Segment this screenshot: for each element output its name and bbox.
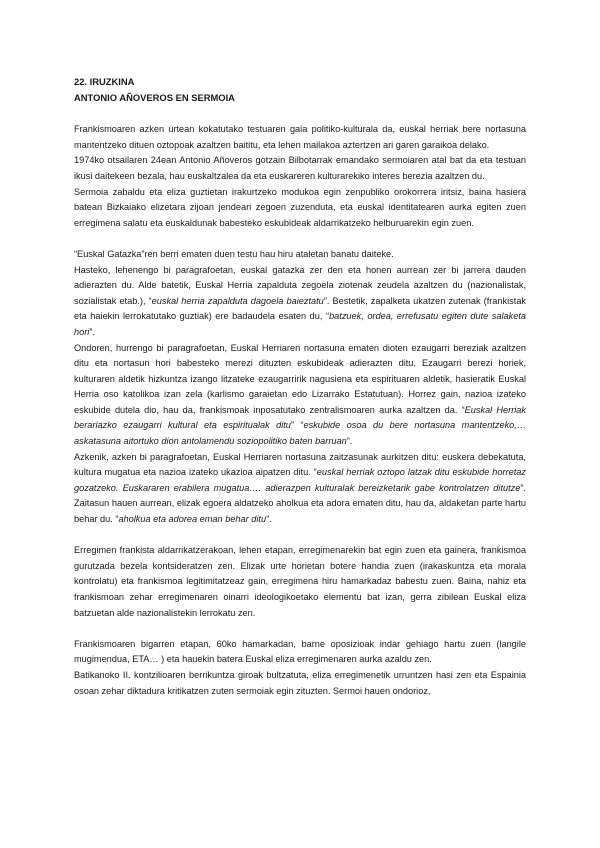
paragraph-text: “Euskal Gatazka”ren berri ematen duen testu hau hiru ataletan banatu daiteke. bbox=[74, 248, 394, 259]
document-body bbox=[74, 74, 526, 699]
quoted-text: euskal herriak oztopo latzak ditu eskubide horretaz gozatzeko. Euskararen erabilera mugatua…. adierazpen kulturalak bereizketarik gabe kontrolatzen ditutze bbox=[74, 467, 526, 493]
section-gap bbox=[74, 528, 526, 544]
quoted-text: eskubide osoa du bere nortasuna mantentzeko,… askatasuna aitortuko dion antolamendu soziopolitiko baten barruan bbox=[74, 420, 527, 447]
paragraph bbox=[74, 668, 526, 699]
paragraph-text: ”. bbox=[266, 514, 272, 525]
paragraph-text: ”. bbox=[346, 436, 353, 447]
paragraph bbox=[74, 543, 526, 621]
quoted-text: Euskal Herriak berariazko ezaugarri kultural eta espiritualak ditu bbox=[74, 404, 526, 431]
paragraph-text: Frankismoaren azken urtean kokatutako testuaren gaia politiko-kulturala da, euskal herriak bere nortasuna mantentzeko dituen oztopoak azaltzen baititu, eta lehen mailakoa aztertzen ari garen garaikoa delako. bbox=[74, 124, 526, 150]
paragraph-text: ” “ bbox=[290, 420, 304, 431]
paragraph-text: Ondoren, hurrengo bi paragrafoetan, Euskal Herriaren nortasuna ematen dioten ezaugarri bereziak azaltzen ditu eta nortasun hori babesteko merezi dituzten eskubideak adierazten ditu. Ezaugarri berezi horiek, kulturaren aldetik hizkuntza izango litzateke ezaugarririk nagusiena eta espirituaren aldetik, hasieratik Euskal Herria oso katolikoa izan zela (karlismo garaietan edo Lizarrako Estatutuan). Horrez gain, nazioa izateko eskubide dutela dio, hau da, frankismoak inposatutako zentralismoaren aurka azaltzen da. “ bbox=[74, 342, 526, 415]
quoted-text: euskal herria zapalduta dagoela baieztatu bbox=[151, 295, 324, 306]
paragraph bbox=[74, 247, 526, 263]
section-gap bbox=[74, 231, 526, 247]
paragraph bbox=[74, 153, 526, 184]
quoted-text: batzuek, ordea, errefusatu egiten dute salaketa hori bbox=[74, 311, 527, 337]
paragraph bbox=[74, 637, 526, 668]
paragraph bbox=[74, 122, 526, 153]
paragraph-text: ”. Zaitasun hauen aurrean, elizak egoera aldatzeko aholkua eta adora ematen ditu, hau da, aldaketan parte hartu behar du. “ bbox=[74, 482, 526, 525]
paragraph-text: 1974ko otsailaren 24ean Antonio Añoveros gotzain Bilbotarrak emandako sermoiaren atal bat da eta testuan ikusi daitekeen bezala, hau euskaltzalea da eta euskareren kulturarekiko interes berezia azaltzen du. bbox=[74, 155, 526, 181]
sections bbox=[74, 122, 526, 699]
paragraph-text: ”. bbox=[89, 326, 95, 337]
document-title: ANTONIO AÑOVEROS EN SERMOIA bbox=[74, 91, 235, 103]
paragraph-text: Azkenik, azken bi paragrafoetan, Euskal Herriaren nortasuna zaitzasunak aurkitzen ditu: euskera debekatuta, kultura mugatua eta nazioa izateko ukazioa aipatzen ditu. “ bbox=[74, 451, 526, 478]
quoted-text: aholkua eta adorea eman behar ditu bbox=[118, 514, 267, 525]
paragraph bbox=[74, 341, 526, 450]
paragraph bbox=[74, 450, 526, 528]
paragraph bbox=[74, 263, 526, 341]
paragraph-text: Erregimen frankista aldarrikatzerakoan, lehen etapan, erregimenarekin bat egin zuen eta gainera, frankismoa gurutzada bezela kontsideratzen zen. Elizak urte horietan botere handia zuen (irakaskuntza eta morala kontrolatu) eta frankismoa legitimitatzeaz gain, erregimena hiru hamarkadaz babestu zuen. Baina, nahiz eta frankismoan zehar erregimenaren oinarri ideologikoetako elementu bat izan, gerra zibilean Euskal eliza batzuetan alde nazionalistekin lerrokatu zen. bbox=[74, 545, 526, 618]
section-gap bbox=[74, 621, 526, 637]
paragraph bbox=[74, 185, 526, 232]
paragraph-text: ”. Bestetik, zapalketa ukatzen zutenak (frankistak eta haiekin lerrokatutako guztiak) ere badaudela esaten du, “ bbox=[74, 295, 527, 322]
comment-number: 22. IRUZKINA bbox=[74, 76, 135, 87]
paragraph-text: Frankismoaren bigarren etapan, 60ko hamarkadan, barne oposizioak indar gehiago hartu zuen (langile mugimendua, ETA… ) eta hauekin batera Euskal eliza erregimenaren aurka azaldu zen. bbox=[74, 638, 526, 665]
paragraph-text: Batikanoko II. kontzilioaren berrikuntza giroak bultzatuta, eliza erregimenetik urruntzen hasi zen eta Espainia osoan zehar diktadura kritikatzen zuten sermoiak egin zituzten. Sermoi hauen ondorioz, bbox=[74, 669, 526, 696]
heading-block bbox=[74, 74, 526, 105]
paragraph-text: Hasteko, lehenengo bi paragrafoetan, euskal gatazka zer den eta honen aurrean zer bi jarrera dauden adierazten du. Alde batetik, Euskal Herria zapalduta zegoela ziotenak zeudela azaltzen du (nazionalistak, sozialistak etab.), “ bbox=[74, 264, 526, 306]
paragraph-text: Sermoia zabaldu eta eliza guztietan irakurtzeko modukoa egin zenpubliko orokorrera iritsiz, baina hasiera batean Bizkaiako elizetara zijoan jendeari zegoen zuzenduta, eta euskal identitatearen aurka egiten zuen erregimena salatu eta euskaldunak babesteko eskubideak aldarrikatzeko helburuarekin egin zuen. bbox=[74, 186, 526, 228]
